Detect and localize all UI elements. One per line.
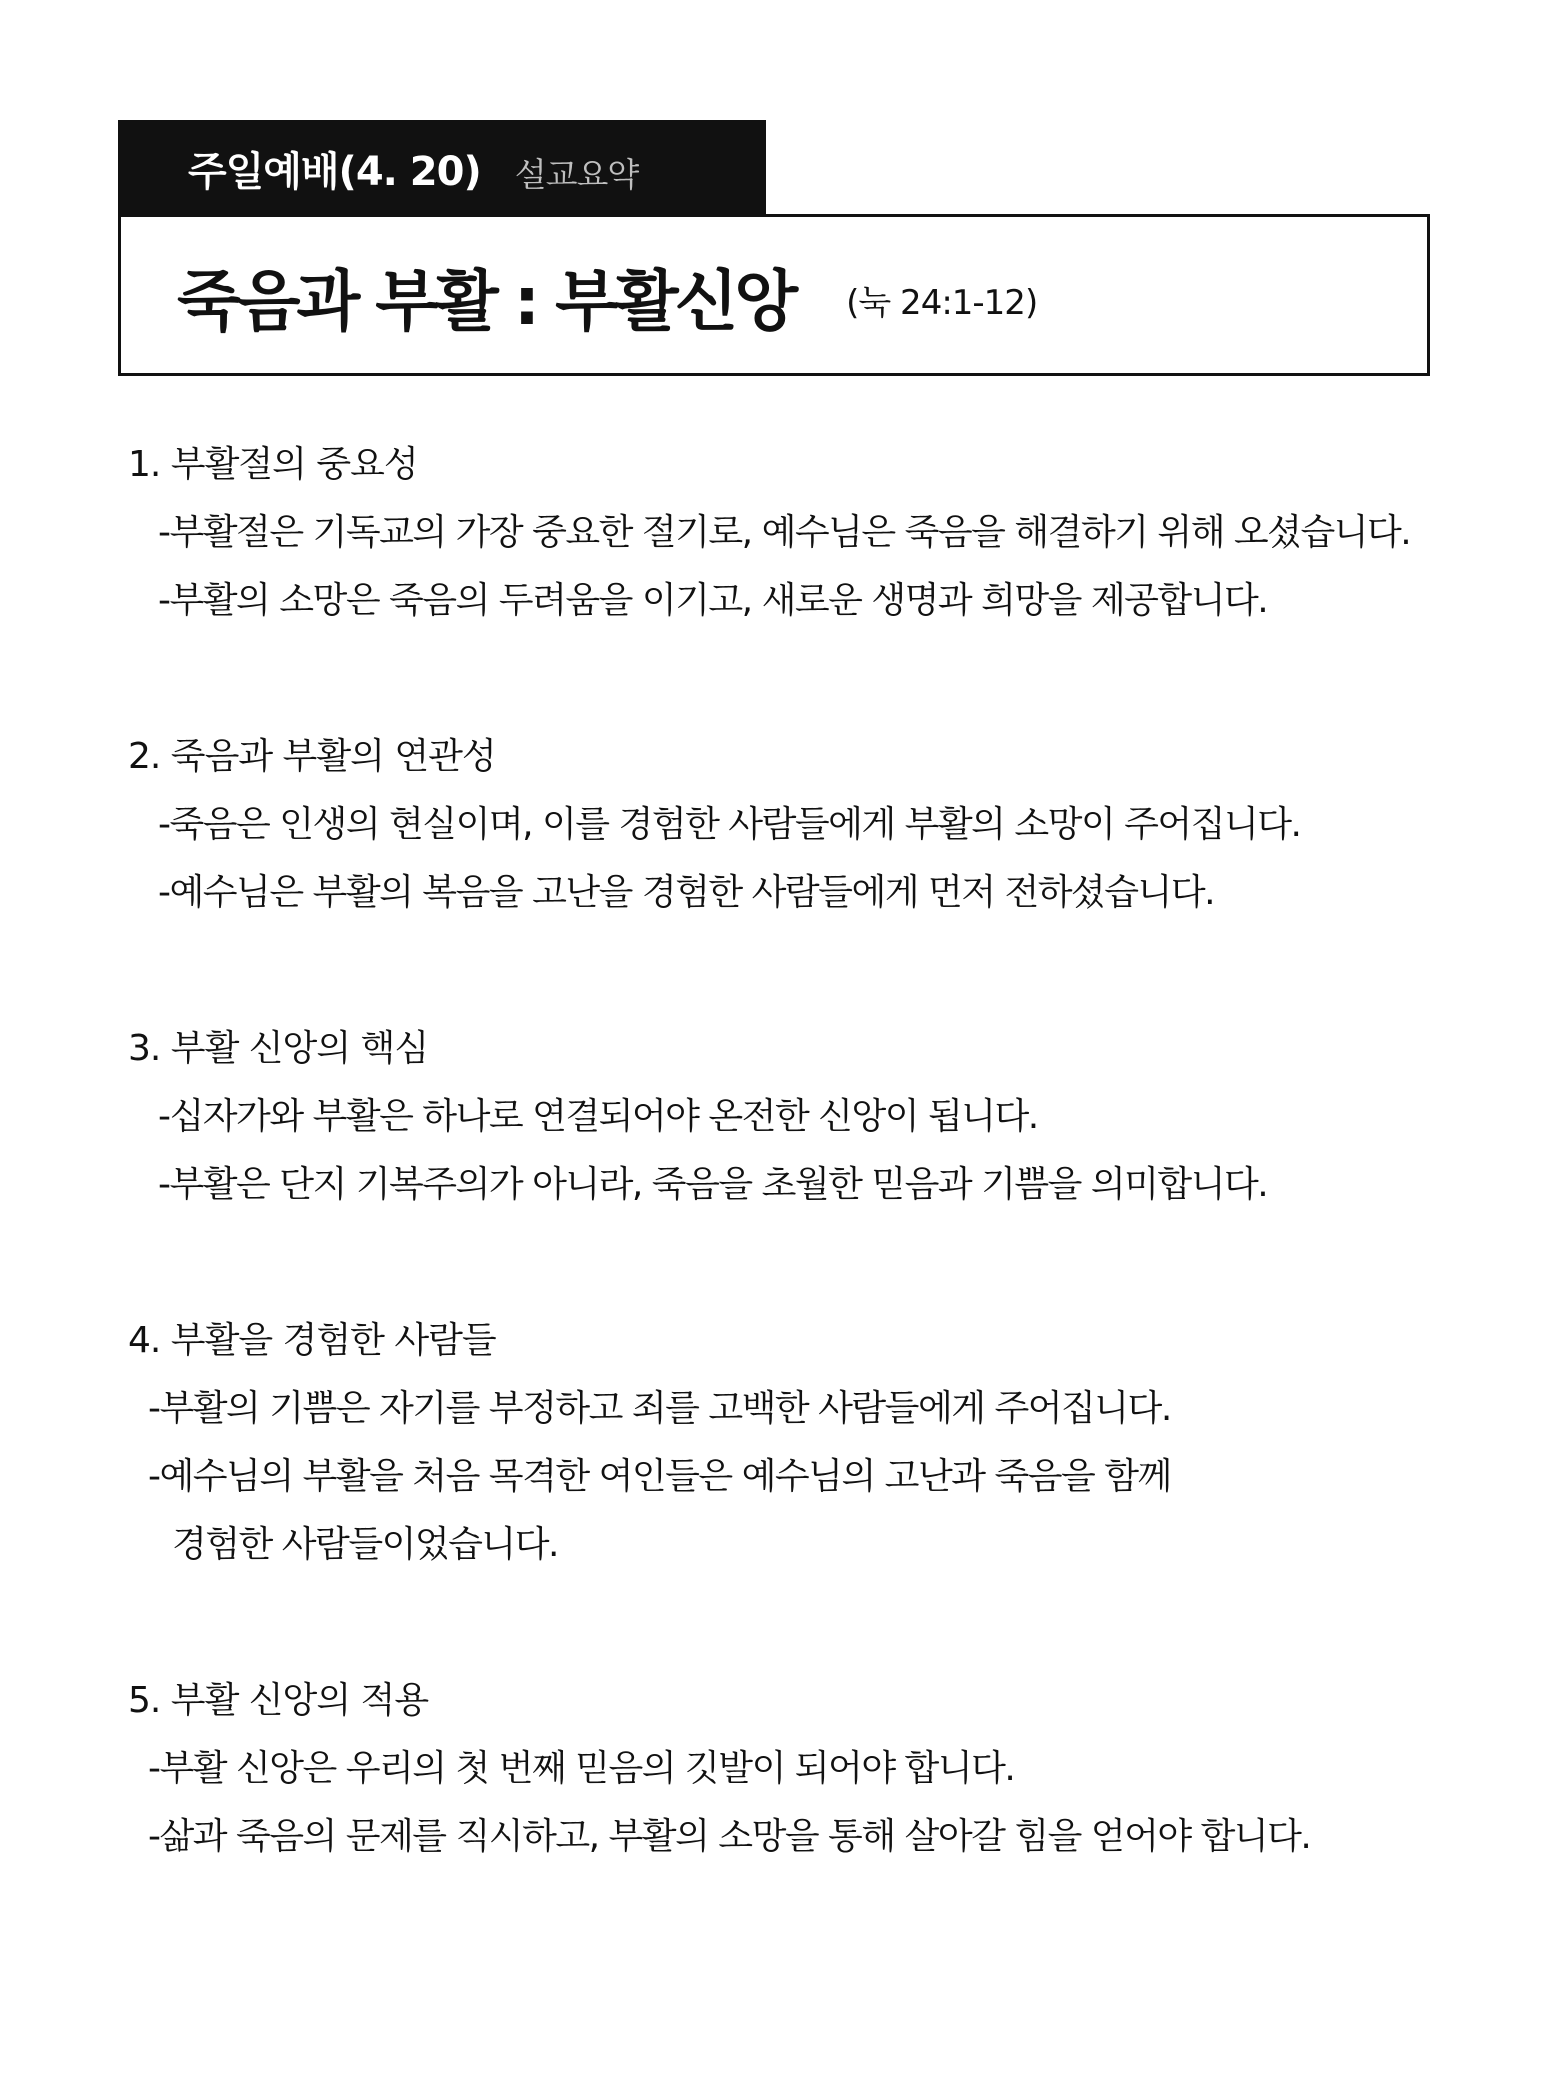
section-point: -삶과 죽음의 문제를 직시하고, 부활의 소망을 통해 살아갈 힘을 얻어야 합니다. <box>148 1816 1311 1857</box>
sermon-title: 죽음과 부활 : 부활신앙 <box>177 262 795 340</box>
outline-section <box>128 1676 1458 1862</box>
section-heading: 3. 부활 신앙의 핵심 <box>128 1028 429 1069</box>
section-point: -부활절은 기독교의 가장 중요한 절기로, 예수님은 죽음을 해결하기 위해 오셨습니다. <box>158 512 1411 553</box>
section-point: -부활은 단지 기복주의가 아니라, 죽음을 초월한 믿음과 기쁨을 의미합니다. <box>158 1164 1268 1205</box>
section-point: -부활의 소망은 죽음의 두려움을 이기고, 새로운 생명과 희망을 제공합니다. <box>158 580 1268 621</box>
section-point: -예수님의 부활을 처음 목격한 여인들은 예수님의 고난과 죽음을 함께 <box>148 1456 1171 1497</box>
section-point: -십자가와 부활은 하나로 연결되어야 온전한 신앙이 됩니다. <box>158 1096 1038 1137</box>
section-heading: 2. 죽음과 부활의 연관성 <box>128 736 496 777</box>
scripture-reference: (눅 24:1-12) <box>846 282 1038 323</box>
outline-section <box>128 732 1458 918</box>
sermon-title-box <box>118 214 1430 376</box>
section-point: -예수님은 부활의 복음을 고난을 경험한 사람들에게 먼저 전하셨습니다. <box>158 872 1215 913</box>
section-point: -부활 신앙은 우리의 첫 번째 믿음의 깃발이 되어야 합니다. <box>148 1748 1015 1789</box>
section-point-continuation: 경험한 사람들이었습니다. <box>172 1524 558 1565</box>
outline-section <box>128 440 1458 626</box>
section-point: -부활의 기쁨은 자기를 부정하고 죄를 고백한 사람들에게 주어집니다. <box>148 1388 1171 1429</box>
outline-section <box>128 1024 1458 1210</box>
service-header <box>118 120 766 216</box>
outline-section <box>128 1316 1458 1570</box>
section-point: -죽음은 인생의 현실이며, 이를 경험한 사람들에게 부활의 소망이 주어집니다. <box>158 804 1301 845</box>
sermon-outline <box>128 440 1458 1968</box>
service-date-label: 주일예배(4. 20) <box>188 148 481 195</box>
section-heading: 5. 부활 신앙의 적용 <box>128 1680 429 1721</box>
sermon-summary-label: 설교요약 <box>514 154 639 194</box>
section-heading: 1. 부활절의 중요성 <box>128 444 418 485</box>
section-heading: 4. 부활을 경험한 사람들 <box>128 1320 496 1361</box>
